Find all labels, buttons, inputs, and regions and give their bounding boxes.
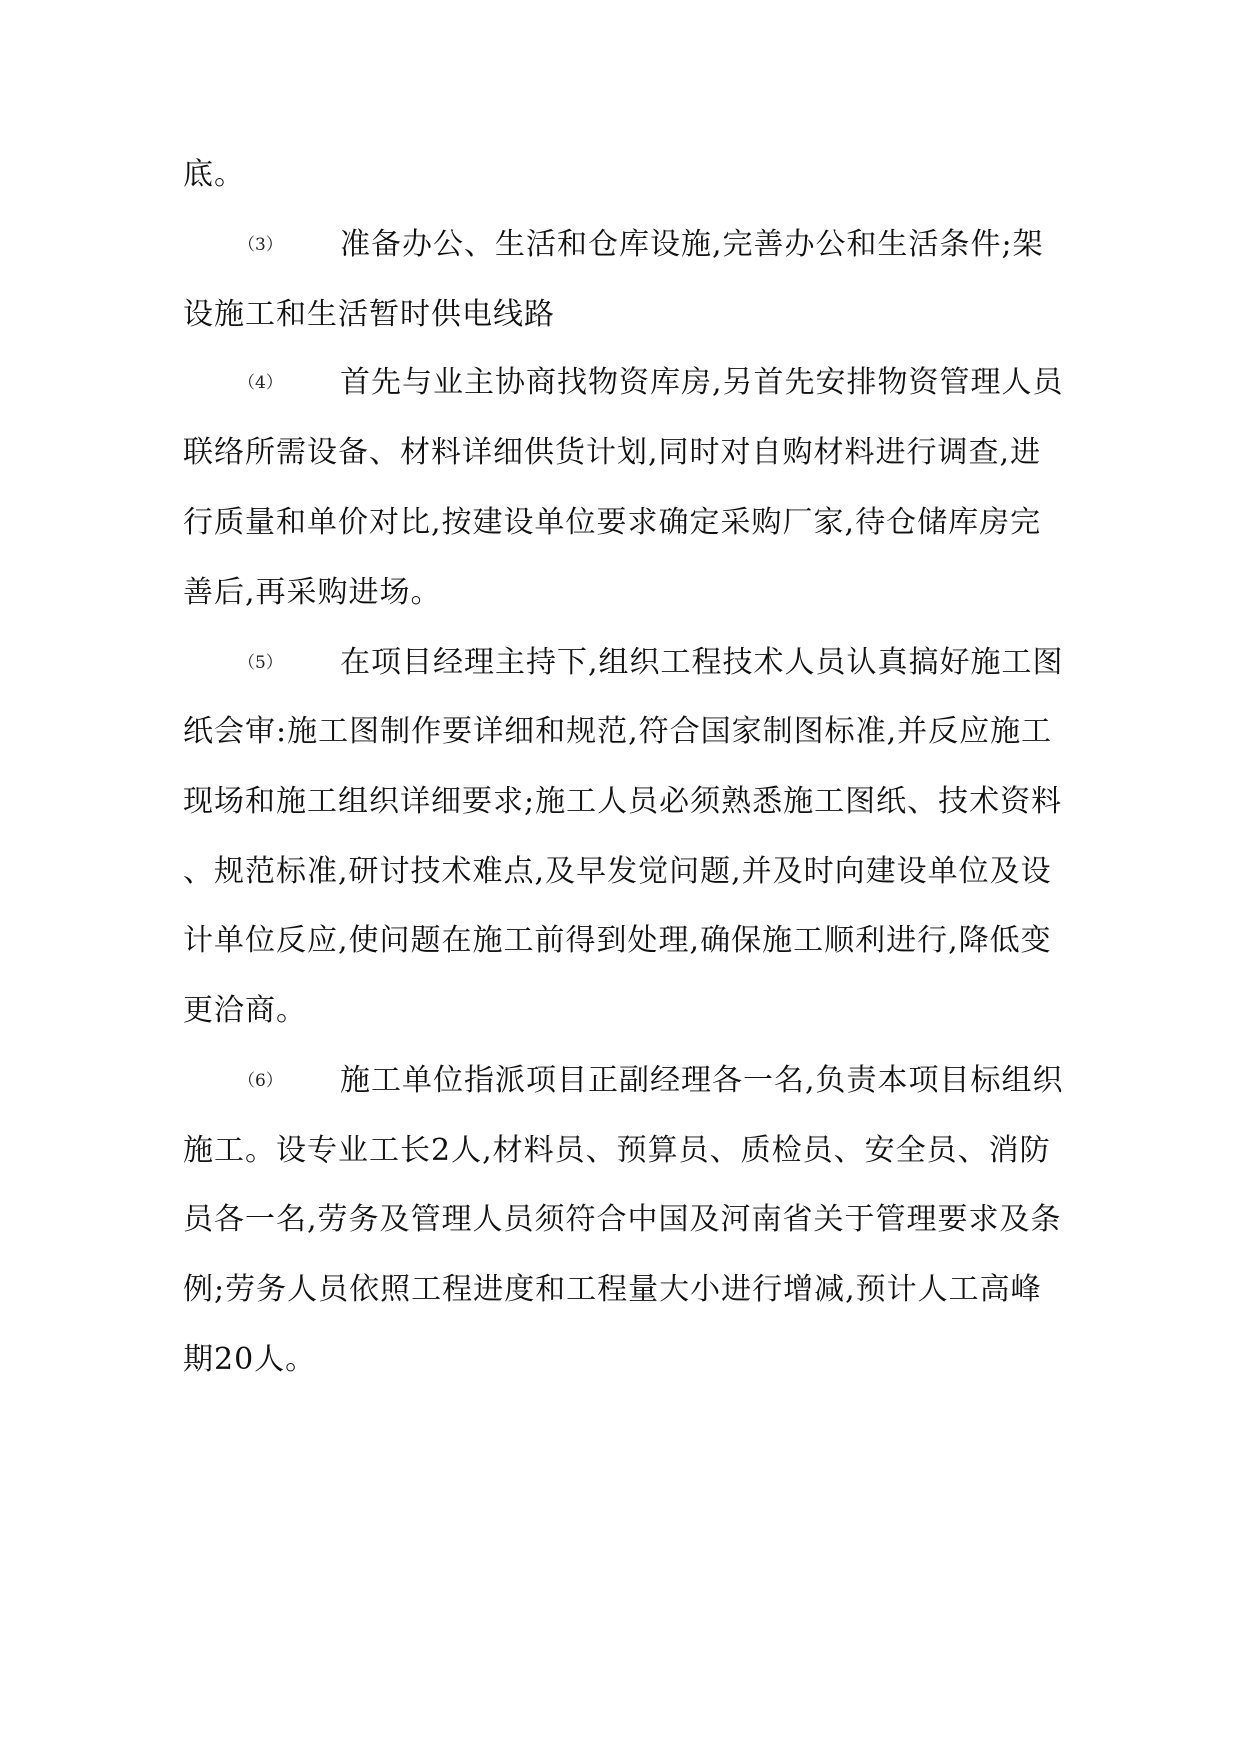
text-line: 联络所需设备、材料详细供货计划,同时对自购材料进行调查,进 xyxy=(183,435,1042,470)
text-line: 纸会审:施工图制作要详细和规范,符合国家制图标准,并反应施工 xyxy=(183,714,1053,749)
text-line: 员各一名,劳务及管理人员须符合中国及河南省关于管理要求及条 xyxy=(183,1202,1062,1237)
item-number-3: （3） xyxy=(238,235,283,255)
text-line: 期20人。 xyxy=(183,1342,317,1377)
text-line: 底。 xyxy=(183,157,245,192)
text-line: 准备办公、生活和仓库设施,完善办公和生活条件;架 xyxy=(340,227,1044,262)
text-line: 现场和施工组织详细要求;施工人员必须熟悉施工图纸、技术资料 xyxy=(183,784,1063,819)
text-line: 善后,再采购进场。 xyxy=(183,575,442,610)
text-line: 更洽商。 xyxy=(183,993,307,1028)
text-line: 计单位反应,使问题在施工前得到处理,确保施工顺利进行,降低变 xyxy=(183,923,1052,958)
text-line: 例;劳务人员依照工程进度和工程量大小进行增减,预计人工高峰 xyxy=(183,1272,1042,1307)
item-number-5: （5） xyxy=(238,653,283,673)
text-line: 在项目经理主持下,组织工程技术人员认真搞好施工图 xyxy=(340,645,1064,680)
item-number-6: （6） xyxy=(238,1071,283,1091)
text-line: 、规范标准,研讨技术难点,及早发觉问题,并及时向建设单位及设 xyxy=(183,854,1052,889)
text-line: 施工。设专业工长2人,材料员、预算员、质检员、安全员、消防 xyxy=(183,1133,1051,1168)
text-line: 设施工和生活暂时供电线路 xyxy=(183,297,555,332)
text-line: 施工单位指派项目正副经理各一名,负责本项目标组织 xyxy=(340,1063,1064,1098)
text-line: 行质量和单价对比,按建设单位要求确定采购厂家,待仓储库房完 xyxy=(183,505,1042,540)
item-number-4: （4） xyxy=(238,373,283,393)
text-line: 首先与业主协商找物资库房,另首先安排物资管理人员 xyxy=(340,365,1064,400)
